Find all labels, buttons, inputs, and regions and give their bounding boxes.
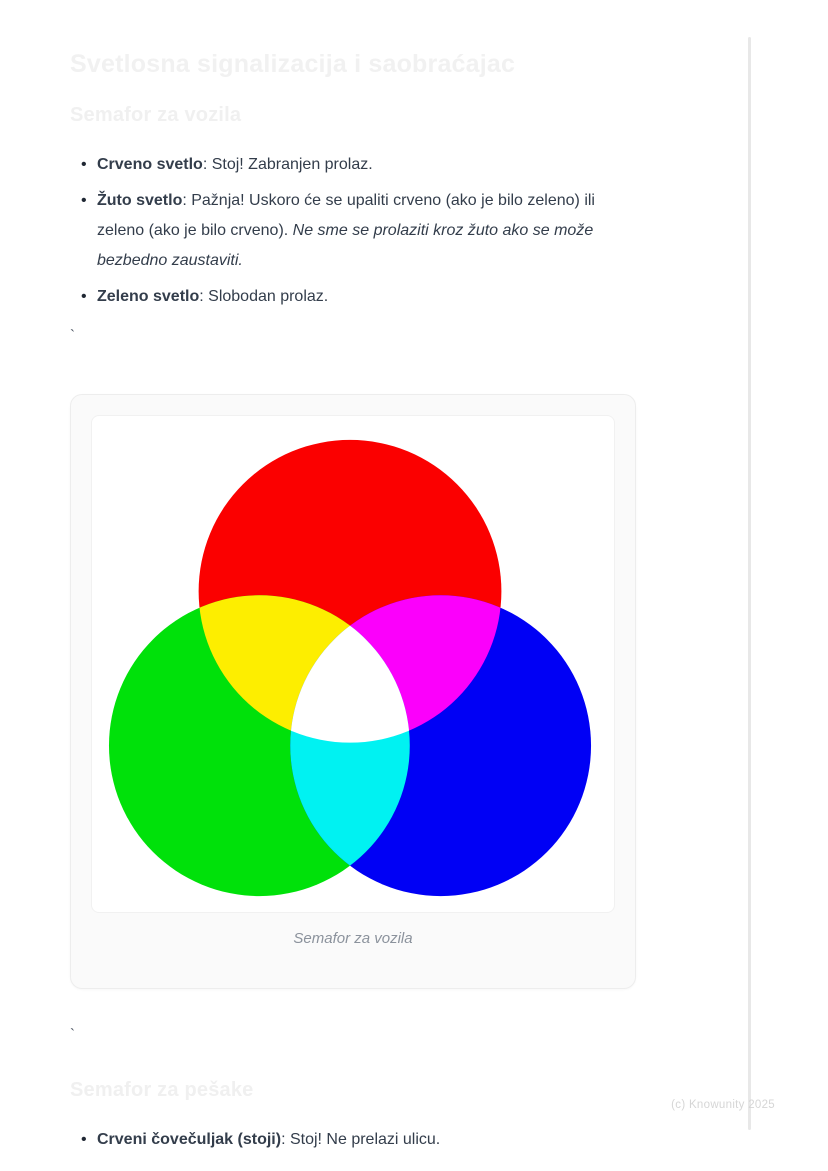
stray-backtick: ` bbox=[70, 327, 75, 344]
rgb-venn-diagram bbox=[91, 415, 615, 913]
figure-card bbox=[70, 394, 636, 989]
definition: : Stoj! Zabranjen prolaz. bbox=[202, 156, 373, 173]
page-title: Svetlosna signalizacija i saobraćajac bbox=[70, 50, 516, 78]
term: Žuto svetlo bbox=[97, 192, 183, 209]
list-item bbox=[97, 282, 636, 312]
definition: : Pažnja! Uskoro će se upaliti crveno (ako je bilo zeleno) ili zeleno (ako je bilo crveno). bbox=[97, 192, 595, 239]
figure-caption: Semafor za vozila bbox=[293, 930, 413, 947]
stray-backtick: ` bbox=[70, 1026, 75, 1043]
scrollbar-track[interactable] bbox=[748, 37, 751, 1130]
document-page bbox=[70, 0, 636, 1161]
section-title-pesake: Semafor za pešake bbox=[70, 1079, 254, 1101]
copyright-watermark: (c) Knowunity 2025 bbox=[671, 1099, 775, 1111]
traffic-light-list bbox=[70, 150, 636, 312]
section-title-vozila: Semafor za vozila bbox=[70, 104, 242, 126]
term: Crveno svetlo bbox=[97, 156, 203, 173]
definition-note: Ne sme se prolaziti kroz žuto ako se može bezbedno zaustaviti. bbox=[97, 222, 594, 269]
term: Crveni čovečuljak (stoji) bbox=[97, 1131, 282, 1148]
term: Zeleno svetlo bbox=[97, 288, 200, 305]
list-item bbox=[97, 186, 636, 276]
list-item bbox=[97, 1125, 636, 1155]
definition: : Stoj! Ne prelazi ulicu. bbox=[281, 1131, 441, 1148]
pedestrian-light-list bbox=[70, 1125, 636, 1155]
list-item bbox=[97, 150, 636, 180]
rgb-venn-svg bbox=[92, 416, 614, 912]
definition: : Slobodan prolaz. bbox=[199, 288, 329, 305]
